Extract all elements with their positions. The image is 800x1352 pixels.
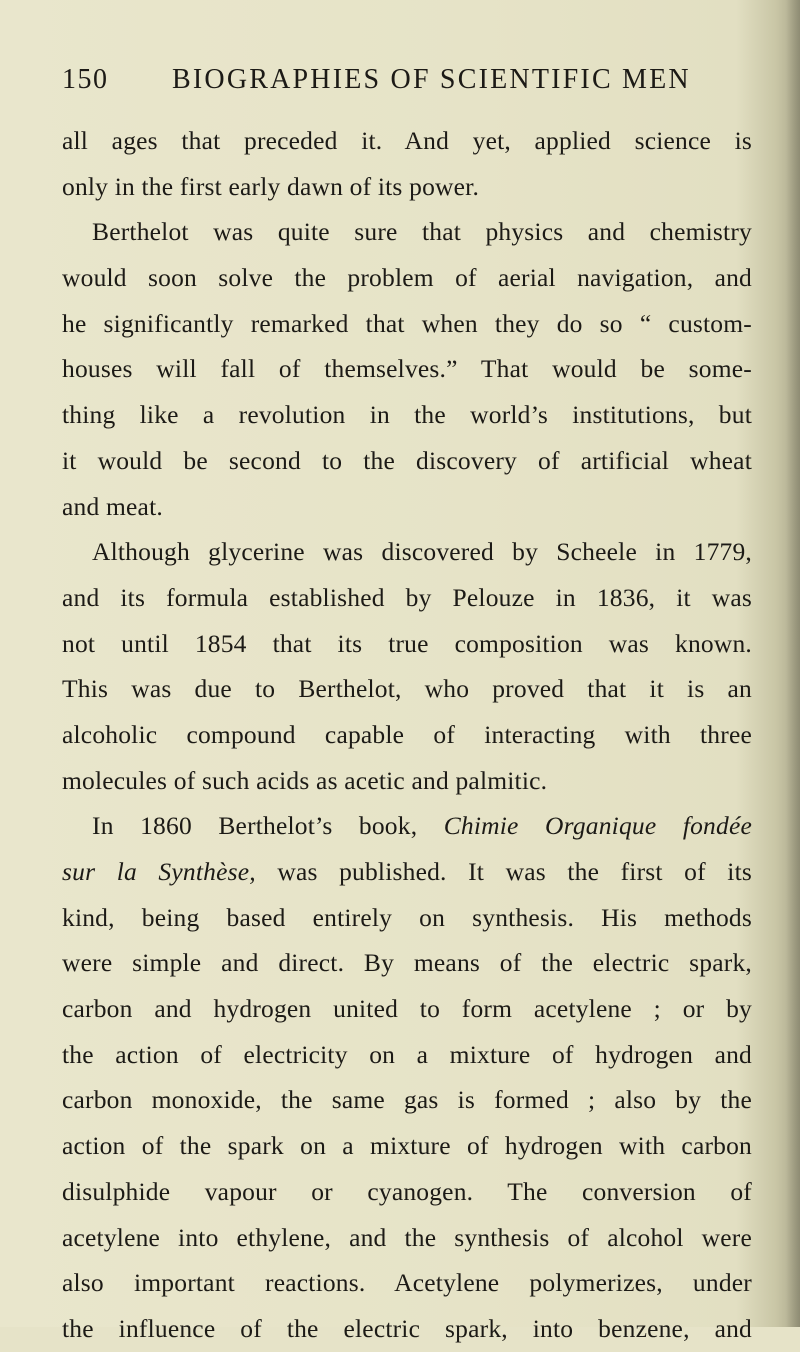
- text-segment: was published. It was the first of its: [255, 857, 752, 886]
- text-line: not until 1854 that its true composition was known.: [62, 628, 752, 658]
- text-line: thing like a revolution in the world’s institutions, but: [62, 400, 752, 430]
- book-title-italic: sur la Synthèse,: [62, 857, 256, 886]
- text-segment: In 1860 Berthelot’s book,: [92, 811, 444, 841]
- text-line: acetylene into ethylene, and the synthesis of alcohol were: [62, 1222, 752, 1252]
- text-line: the action of electricity on a mixture of hydrogen and: [62, 1039, 752, 1069]
- text-line: and its formula established by Pelouze in 1836, it was: [62, 582, 752, 612]
- body-text: [62, 118, 752, 1352]
- text-line: he significantly remarked that when they do so “ custom-: [62, 308, 752, 338]
- book-title-italic: Chimie Organique fondée: [443, 811, 752, 841]
- text-line: kind, being based entirely on synthesis. His methods: [62, 902, 752, 932]
- paragraph-start-line: [62, 803, 752, 849]
- text-line: action of the spark on a mixture of hydrogen with carbon: [62, 1131, 752, 1161]
- text-line: and meat.: [62, 491, 163, 521]
- paragraph-start-line: Berthelot was quite sure that physics and chemistry: [92, 217, 752, 247]
- text-line: houses will fall of themselves.” That would be some-: [62, 354, 752, 384]
- text-line: carbon and hydrogen united to form acetylene ; or by: [62, 994, 752, 1024]
- page-number: 150: [62, 64, 109, 95]
- text-line: were simple and direct. By means of the electric spark,: [62, 948, 752, 978]
- text-line: disulphide vapour or cyanogen. The conversion of: [62, 1176, 752, 1206]
- text-line: molecules of such acids as acetic and palmitic.: [62, 765, 548, 795]
- text-line: This was due to Berthelot, who proved that it is an: [62, 674, 752, 704]
- text-line: the influence of the electric spark, into benzene, and: [62, 1313, 752, 1343]
- text-line: only in the first early dawn of its power.: [62, 171, 480, 201]
- paragraph-start-line: Although glycerine was discovered by Scheele in 1779,: [92, 537, 752, 567]
- page-header: [62, 64, 742, 104]
- text-line: would soon solve the problem of aerial navigation, and: [62, 263, 752, 293]
- text-line: [62, 849, 752, 895]
- text-line: all ages that preceded it. And yet, applied science is: [62, 126, 752, 155]
- text-line: also important reactions. Acetylene polymerizes, under: [62, 1268, 752, 1298]
- running-title: BIOGRAPHIES OF SCIENTIFIC MEN: [172, 64, 691, 95]
- text-line: it would be second to the discovery of artificial wheat: [62, 445, 752, 475]
- text-line: alcoholic compound capable of interacting with three: [62, 719, 752, 749]
- text-line: carbon monoxide, the same gas is formed ; also by the: [62, 1085, 752, 1115]
- page-edge-shadow: [786, 0, 800, 1327]
